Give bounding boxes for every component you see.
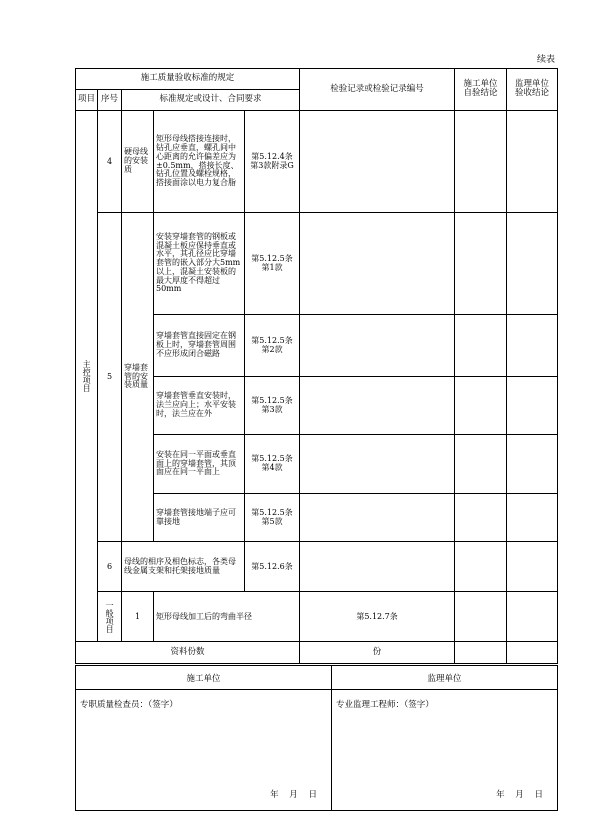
row-ref: 第5.12.5条第3款 <box>245 377 300 435</box>
row-no: 5 <box>98 213 122 542</box>
row-ref: 第5.12.6条 <box>245 542 300 592</box>
record-cell[interactable] <box>300 377 455 435</box>
supervisor-cell[interactable] <box>507 315 558 377</box>
row-ref: 第5.12.5条第4款 <box>245 435 300 494</box>
supervisor-cell[interactable] <box>507 494 558 542</box>
row-content: 矩形母线搭接连接时，钻孔应垂直，螺孔间中心距离的允许偏差应为±0.5mm，搭接长度、钻孔位置及螺栓规格，搭接面涂以电力复合脂 <box>154 111 245 213</box>
contractor-cell[interactable] <box>455 315 507 377</box>
contractor-person-label: 专职质量检查员：（签字） <box>80 700 178 710</box>
row-ref: 第5.12.7条 <box>300 592 455 642</box>
contractor-cell[interactable] <box>455 494 507 542</box>
contractor-cell[interactable] <box>455 435 507 494</box>
supervisor-title: 监理单位 <box>332 666 558 690</box>
row-content: 穿墙套管接地端子应可靠接地 <box>154 494 245 542</box>
supervisor-cell[interactable] <box>507 213 558 315</box>
row-ref: 第5.12.5条第1款 <box>245 213 300 315</box>
row-no: 6 <box>98 542 122 592</box>
table-row <box>76 542 558 592</box>
requirement-header: 标准规定或设计、合同要求 <box>122 90 300 111</box>
contractor-cell[interactable] <box>455 111 507 213</box>
section-general: 一般项目 <box>98 592 122 642</box>
contractor-cell[interactable] <box>455 213 507 315</box>
supervisor-person-label: 专业监理工程师：（签字） <box>336 700 434 710</box>
row-category: 穿墙套管的安装质量 <box>122 213 154 542</box>
row-content: 安装在同一平面或垂直面上的穿墙套管，其顶面应在同一平面上 <box>154 435 245 494</box>
materials-cell[interactable] <box>507 642 558 664</box>
supervisor-sign-box[interactable] <box>332 690 558 811</box>
record-cell[interactable] <box>455 592 507 642</box>
supervisor-cell[interactable] <box>507 111 558 213</box>
no-header: 序号 <box>98 90 122 111</box>
contractor-title: 施工单位 <box>76 666 332 690</box>
contractor-cell[interactable] <box>455 377 507 435</box>
row-category: 硬母线的安装质 <box>122 111 154 213</box>
record-header: 检验记录或检验记录编号 <box>300 69 455 111</box>
record-cell[interactable] <box>300 213 455 315</box>
section-main: 主控项目 <box>76 111 98 642</box>
row-content: 穿墙套管直接固定在钢板上时，穿墙套管周围不应形成闭合磁路 <box>154 315 245 377</box>
continued-label: 续表 <box>537 55 556 65</box>
item-header: 项目 <box>76 90 98 111</box>
row-content: 母线的相序及相色标志，各类母线金属支架和托架接地质量 <box>122 542 245 592</box>
table-row <box>76 592 558 642</box>
contractor-conclusion-header: 施工单位自验结论 <box>455 69 507 111</box>
supervisor-conclusion-header: 监理单位验收结论 <box>507 69 558 111</box>
row-ref: 第5.12.5条第2款 <box>245 315 300 377</box>
record-cell[interactable] <box>300 435 455 494</box>
standard-title: 施工质量验收标准的规定 <box>76 69 300 90</box>
row-content: 安装穿墙套管的钢板或混凝土板应保持垂直或水平，其孔径应比穿墙套管的嵌入部分大5mm以上，混凝土安装板的最大厚度不得超过50mm <box>154 213 245 315</box>
supervisor-cell[interactable] <box>507 377 558 435</box>
row-ref: 第5.12.5条第5款 <box>245 494 300 542</box>
table-row <box>76 213 558 315</box>
signature-table <box>75 665 558 811</box>
row-ref: 第5.12.4条第3款附录G <box>245 111 300 213</box>
contractor-date: 年 月 日 <box>270 790 317 800</box>
table-row <box>76 111 558 213</box>
row-content: 矩形母线加工后的弯曲半径 <box>154 592 300 642</box>
materials-row <box>76 642 558 664</box>
copies-label[interactable]: 份 <box>300 642 455 664</box>
supervisor-cell[interactable] <box>507 435 558 494</box>
materials-cell[interactable] <box>455 642 507 664</box>
row-content: 穿墙套管垂直安装时，法兰应向上；水平安装时，法兰应在外 <box>154 377 245 435</box>
supervisor-date: 年 月 日 <box>496 790 543 800</box>
record-cell[interactable] <box>300 542 455 592</box>
contractor-cell[interactable] <box>507 592 558 642</box>
record-cell[interactable] <box>300 315 455 377</box>
inspection-table <box>75 68 558 664</box>
row-no: 1 <box>122 592 154 642</box>
record-cell[interactable] <box>300 111 455 213</box>
supervisor-cell[interactable] <box>507 542 558 592</box>
contractor-sign-box[interactable] <box>76 690 332 811</box>
row-no: 4 <box>98 111 122 213</box>
contractor-cell[interactable] <box>455 542 507 592</box>
materials-label: 资料份数 <box>76 642 300 664</box>
record-cell[interactable] <box>300 494 455 542</box>
